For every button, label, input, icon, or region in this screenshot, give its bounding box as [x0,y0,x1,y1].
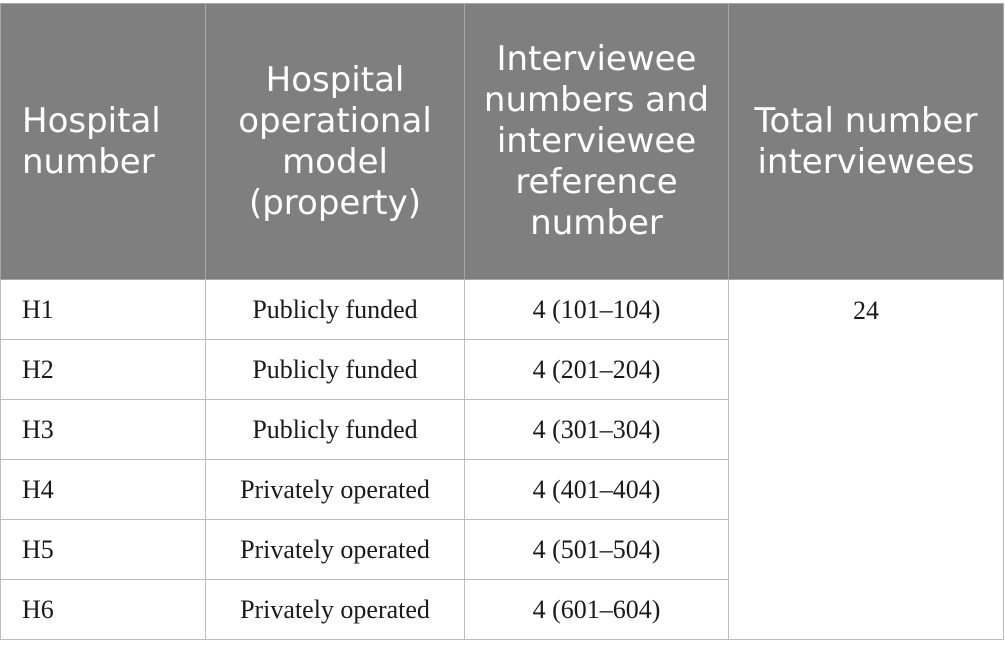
table-row [1,280,1004,340]
operational-model-cell: Privately operated [206,520,465,580]
interviewee-numbers-cell: 4 (301–304) [465,400,729,460]
interviewee-numbers-cell: 4 (101–104) [465,280,729,340]
total-interviewees-cell: 24 [729,280,1004,640]
hospital-number-cell: H3 [1,400,206,460]
operational-model-cell: Publicly funded [206,340,465,400]
header-hospital-number: Hospital number [1,4,206,280]
table-body [1,280,1004,640]
header-operational-model: Hospital operational model (property) [206,4,465,280]
operational-model-cell: Privately operated [206,460,465,520]
interviewee-numbers-cell: 4 (401–404) [465,460,729,520]
hospital-interviewee-table [0,3,1004,640]
interviewee-numbers-cell: 4 (501–504) [465,520,729,580]
operational-model-cell: Privately operated [206,580,465,640]
hospital-number-cell: H1 [1,280,206,340]
operational-model-cell: Publicly funded [206,280,465,340]
header-total-interviewees: Total number interviewees [729,4,1004,280]
interviewee-numbers-cell: 4 (201–204) [465,340,729,400]
interviewee-numbers-cell: 4 (601–604) [465,580,729,640]
hospital-number-cell: H4 [1,460,206,520]
header-interviewee-numbers: Interviewee numbers and interviewee reference number [465,4,729,280]
hospital-number-cell: H5 [1,520,206,580]
hospital-number-cell: H2 [1,340,206,400]
operational-model-cell: Publicly funded [206,400,465,460]
header-row [1,4,1004,280]
hospital-number-cell: H6 [1,580,206,640]
table-header [1,4,1004,280]
